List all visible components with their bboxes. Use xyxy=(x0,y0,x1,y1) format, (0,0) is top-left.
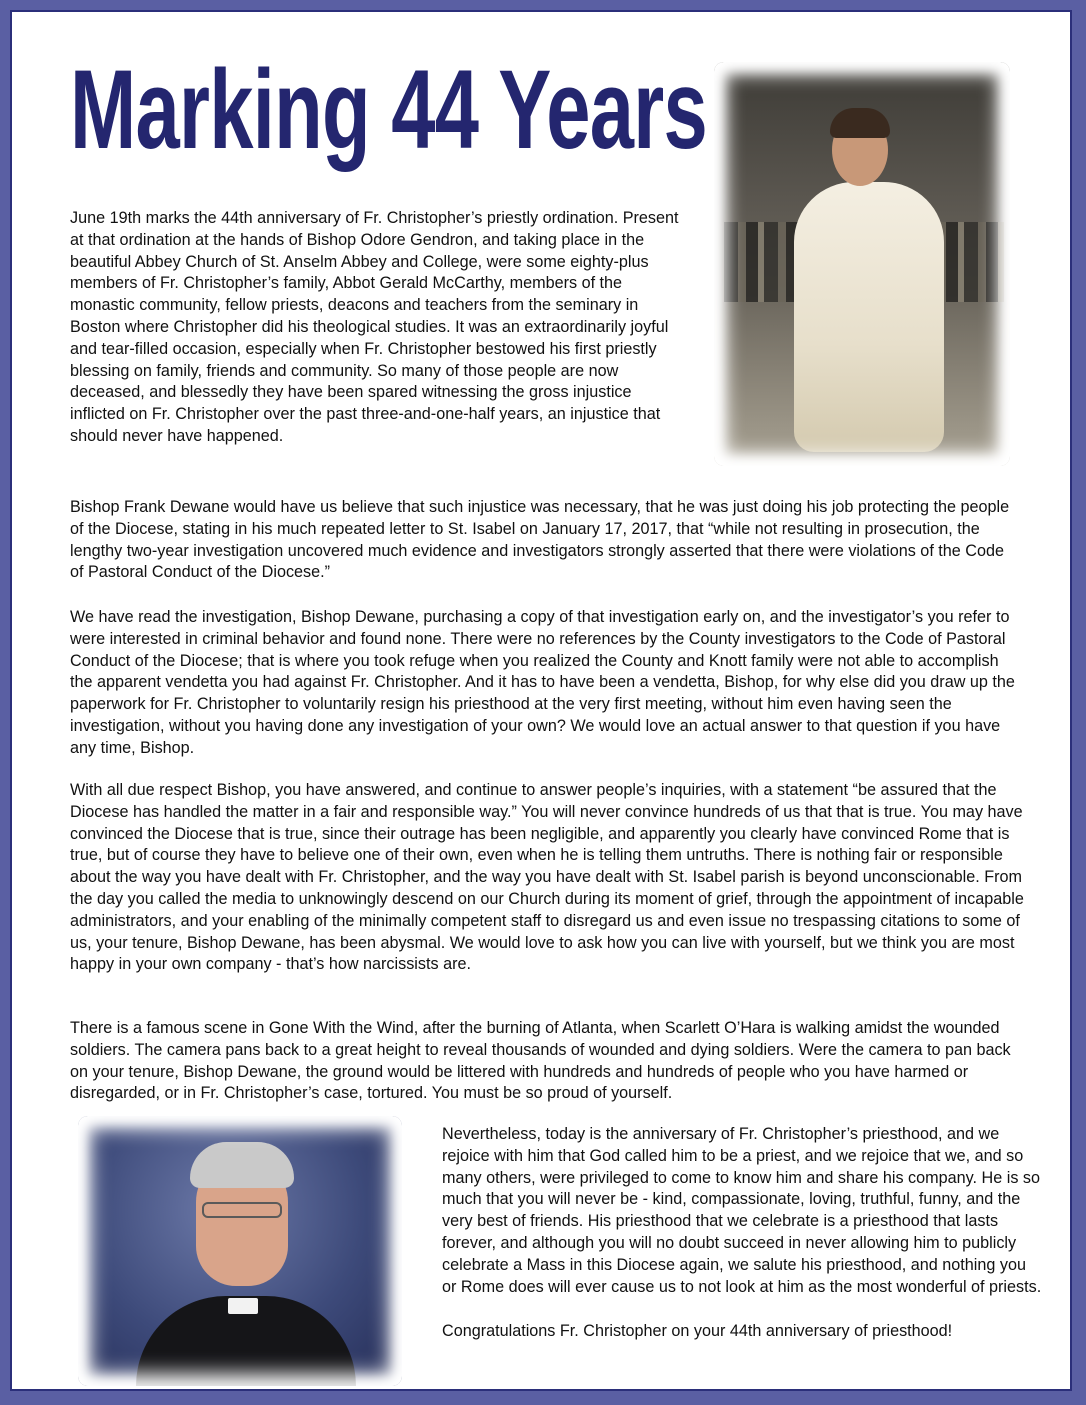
ordination-photo xyxy=(714,62,1010,466)
page-title: Marking 44 Years xyxy=(70,47,707,172)
paragraph-investigation: We have read the investigation, Bishop Dewane, purchasing a copy of that investigation early on, and the investigator’s you refer to were interested in criminal behavior and found none. There were no references by the County investigators to the Code of Pastoral Conduct of the Diocese; that is where you took refuge when you realized the County and Knott family were not able to accomplish the apparent vendetta you had against Fr. Christopher. And it has to have been a vendetta, Bishop, for why else did you draw up the paperwork for Fr. Christopher to voluntarily resign his priesthood at the very first meeting, without him even having seen the investigation, without you having done any investigation of your own? We would love an actual answer to that question if you have any time, Bishop. xyxy=(70,608,1015,757)
paragraph-gone-with-the-wind: There is a famous scene in Gone With the Wind, after the burning of Atlanta, when Scarlett O’Hara is walking amidst the wounded soldiers. The camera pans back to a great height to reveal thousands of wounded and dying soldiers. Were the camera to pan back on your tenure, Bishop Dewane, the ground would be littered with hundreds and hundreds of people who you have harmed or disregarded, or in Fr. Christopher’s case, tortured. You must be so proud of yourself. xyxy=(70,1019,1011,1103)
portrait-vignette xyxy=(78,1116,402,1386)
photo-vignette xyxy=(714,62,1010,466)
newsletter-page xyxy=(10,10,1072,1391)
paragraph-congratulations: Congratulations Fr. Christopher on your 44th anniversary of priesthood! xyxy=(442,1322,953,1340)
paragraph-celebration: Nevertheless, today is the anniversary of Fr. Christopher’s priesthood, and we rejoice with him that God called him to be a priest, and we rejoice that we, and so many others, were privileged to come to know him and share his company. He is so much that you will never be - kind, compassionate, loving, truthful, funny, and the very best of friends. His priesthood that we celebrate is a priesthood that lasts forever, and although you will no doubt succeed in never allowing him to publicly celebrate a Mass in this Diocese again, we salute his priesthood, and nothing you or Rome does will ever cause us to not look at him as the most wonderful of priests. xyxy=(442,1125,1042,1296)
paragraph-bishop-letter: Bishop Frank Dewane would have us believe that such injustice was necessary, that he was just doing his job protecting the people of the Diocese, stating in his much repeated letter to St. Isabel on January 17, 2017, that “while not resulting in prosecution, the lengthy two-year investigation uncovered much evidence and investigators strongly asserted that there were violations of the Code of Pastoral Conduct of the Diocese.” xyxy=(70,498,1010,582)
paragraph-diocese-response: With all due respect Bishop, you have answered, and continue to answer people’s inquiries, with a statement “be assured that the Diocese has handled the matter in a fair and responsible way.” You will never convince hundreds of us that that is true. You may have convinced the Diocese that is true, since their outrage has been negligible, and apparently you clearly have convinced Rome that is true, but of course they have to believe one of their own, even when he is telling them untruths. There is nothing fair or responsible about the way you have dealt with Fr. Christopher, and the way you have dealt with St. Isabel parish is beyond unconscionable. From the day you called the media to unknowingly descend on our Church during its moment of grief, through the appointment of incapable administrators, and your enabling of the minimally competent staff to disregard us and even issue no trespassing citations to some of us, your tenure, Bishop Dewane, has been abysmal. We would love to ask how you can live with yourself, but we think you are most happy in your own company - that’s how narcissists are. xyxy=(70,781,1024,974)
paragraph-ordination-anniversary: June 19th marks the 44th anniversary of Fr. Christopher’s priestly ordination. Present at that ordination at the hands of Bishop Odore Gendron, and taking place in the beautiful Abbey Church of St. Anselm Abbey and College, were some eighty-plus members of Fr. Christopher’s family, Abbot Gerald McCarthy, members of the monastic community, fellow priests, deacons and teachers from the seminary in Boston where Christopher did his theological studies. It was an extraordinarily joyful and tear-filled occasion, especially when Fr. Christopher bestowed his first priestly blessing on family, friends and community. So many of those people are now deceased, and blessedly they have been spared witnessing the gross injustice inflicted on Fr. Christopher over the past three-and-one-half years, an injustice that should never have happened. xyxy=(70,209,679,445)
portrait-photo xyxy=(78,1116,402,1386)
